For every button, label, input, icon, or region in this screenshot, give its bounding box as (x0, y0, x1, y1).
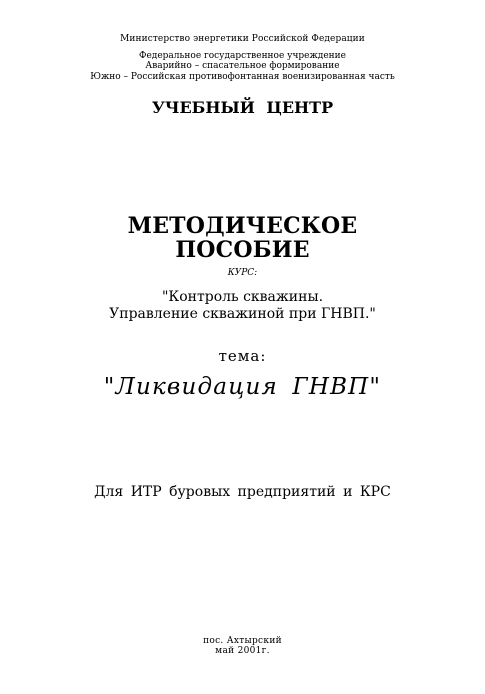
course-name-line-1: "Контроль скважины. (161, 289, 324, 305)
organization-line-1: Федеральное государственное учреждение (139, 51, 346, 61)
ministry-line: Министерство энергетики Российской Федерации (120, 34, 365, 44)
organization-line-3: Южно – Российская противофонтанная военизированная часть (90, 72, 395, 82)
document-title-line-1: МЕТОДИЧЕСКОЕ (127, 213, 358, 239)
organization-line-2: Аварийно – спасательное формирование (145, 61, 340, 71)
target-audience: Для ИТР буровых предприятий и КРС (94, 484, 391, 500)
training-center-heading: УЧЕБНЫЙ ЦЕНТР (151, 98, 334, 117)
document-title-line-2: ПОСОБИЕ (175, 237, 310, 263)
publication-place: пос. Ахтырский (203, 636, 282, 646)
course-name-line-2: Управление скважиной при ГНВП." (109, 306, 376, 322)
publication-date: май 2001г. (215, 646, 270, 656)
topic-title: "Ликвидация ГНВП" (103, 374, 382, 400)
course-label: КУРС: (227, 268, 258, 278)
topic-label: тема: (218, 347, 267, 365)
